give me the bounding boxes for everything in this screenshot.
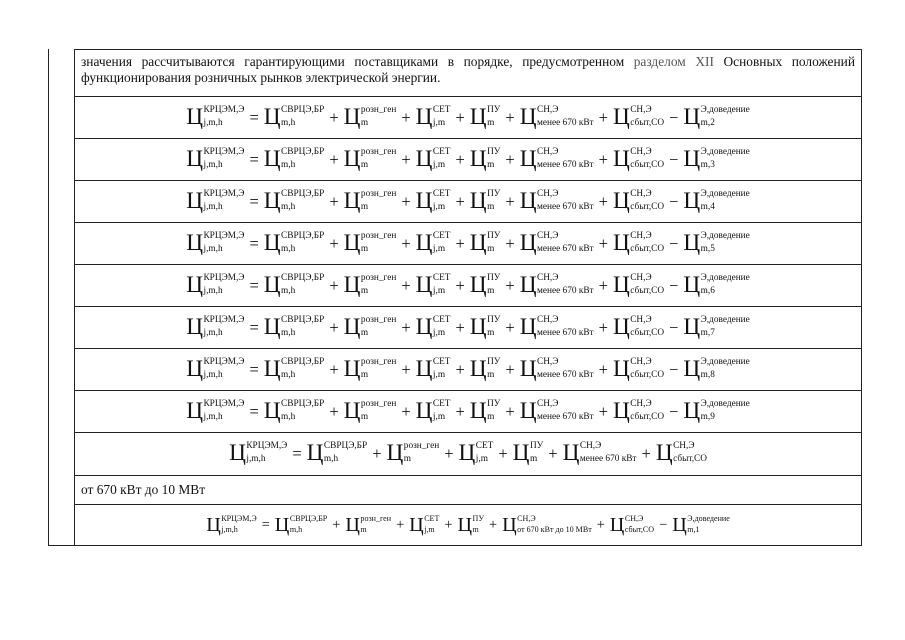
formula-term-6: Ц СН,Э сбыт,СО <box>612 355 665 382</box>
intro-text: значения рассчитываются гарантирующими поставщиками в порядке, предусмотренном <box>81 54 634 69</box>
formula-row-last <box>75 505 862 546</box>
formula-term-5: Ц СН,Э менее 670 кВт <box>519 313 594 340</box>
formula-row <box>75 391 862 433</box>
formula-term-5: Ц СН,Э менее 670 кВт <box>519 271 594 298</box>
formula-term-2: Ц розн_ген m <box>343 313 397 340</box>
formula-term-4: Ц ПУ m <box>469 271 501 298</box>
formula-term-6: Ц СН,Э сбыт,СО <box>609 513 655 536</box>
formula-term-3: Ц СЕТ j,m <box>415 103 451 130</box>
formula-term-6: Ц СН,Э сбыт,СО <box>612 229 665 256</box>
formula: Ц КРЦЭМ,Э j,m,h = Ц СВРЦЭ,БР m,h + Ц розн_ген m + Ц СЕТ j,m + Ц ПУ m + Ц СН,Э от 670 кВт до 10 МВт + Ц СН,Э сбыт,СО − Ц Э,доведение m,1 <box>206 513 730 536</box>
formula-term-7: Ц Э,доведение m,6 <box>683 271 750 298</box>
formula-term-1: Ц СВРЦЭ,БР m,h <box>263 397 325 424</box>
formula-term-lhs: Ц КРЦЭМ,Э j,m,h <box>186 397 245 424</box>
formula-term-1: Ц СВРЦЭ,БР m,h <box>263 271 325 298</box>
formula: Ц КРЦЭМ,Э j,m,h = Ц СВРЦЭ,БР m,h + Ц розн_ген m + Ц СЕТ j,m + Ц ПУ m + Ц СН,Э менее 670 кВт + Ц СН,Э сбыт,СО − Ц Э,доведение m,8 <box>186 355 750 382</box>
formula-term-lhs: Ц КРЦЭМ,Э j,m,h <box>186 229 245 256</box>
formula-term-7: Ц Э,доведение m,8 <box>683 355 750 382</box>
formula-term-7: Ц Э,доведение m,1 <box>672 513 730 536</box>
formula-term-4: Ц ПУ m <box>469 355 501 382</box>
formula-term-6: Ц СН,Э сбыт,СО <box>612 397 665 424</box>
formula: Ц КРЦЭМ,Э j,m,h = Ц СВРЦЭ,БР m,h + Ц розн_ген m + Ц СЕТ j,m + Ц ПУ m + Ц СН,Э менее 670 кВт + Ц СН,Э сбыт,СО − Ц Э,доведение m,7 <box>186 313 750 340</box>
formula-term-lhs: Ц КРЦЭМ,Э j,m,h <box>186 313 245 340</box>
formula-term-2: Ц розн_ген m <box>343 229 397 256</box>
formula-term-2: Ц розн_ген m <box>343 355 397 382</box>
formula-term-6: Ц СН,Э сбыт,СО <box>655 440 707 467</box>
formula-term-7: Ц Э,доведение m,9 <box>683 397 750 424</box>
formula-term-3: Ц СЕТ j,m <box>415 271 451 298</box>
formula-term-4: Ц ПУ m <box>469 187 501 214</box>
formula-term-5: Ц СН,Э менее 670 кВт <box>519 103 594 130</box>
formula-row <box>75 265 862 307</box>
formula-term-5: Ц СН,Э менее 670 кВт <box>562 440 637 467</box>
formula-term-2: Ц розн_ген m <box>343 145 397 172</box>
intro-text-row <box>75 49 862 97</box>
formula-term-2: Ц розн_ген m <box>343 397 397 424</box>
formula-term-2: Ц розн_ген m <box>343 271 397 298</box>
formula-term-1: Ц СВРЦЭ,БР m,h <box>263 355 325 382</box>
formula-term-4: Ц ПУ m <box>469 145 501 172</box>
formula-term-3: Ц СЕТ j,m <box>415 313 451 340</box>
formula-row-no-delivery <box>75 433 862 476</box>
formula-term-6: Ц СН,Э сбыт,СО <box>612 271 665 298</box>
formula-term-6: Ц СН,Э сбыт,СО <box>612 103 665 130</box>
formula-term-6: Ц СН,Э сбыт,СО <box>612 187 665 214</box>
formula-term-6: Ц СН,Э сбыт,СО <box>612 145 665 172</box>
formula-term-5: Ц СН,Э от 670 кВт до 10 МВт <box>502 513 592 536</box>
formula-term-3: Ц СЕТ j,m <box>409 513 440 536</box>
formula-term-2: Ц розн_ген m <box>386 440 440 467</box>
formula-term-4: Ц ПУ m <box>469 103 501 130</box>
formula-term-5: Ц СН,Э менее 670 кВт <box>519 187 594 214</box>
formula-term-lhs: Ц КРЦЭМ,Э j,m,h <box>186 187 245 214</box>
formula: Ц КРЦЭМ,Э j,m,h = Ц СВРЦЭ,БР m,h + Ц розн_ген m + Ц СЕТ j,m + Ц ПУ m + Ц СН,Э менее 670 кВт + Ц СН,Э сбыт,СО <box>229 440 707 467</box>
formula-term-lhs: Ц КРЦЭМ,Э j,m,h <box>186 145 245 172</box>
formula-term-3: Ц СЕТ j,m <box>415 397 451 424</box>
formula-term-1: Ц СВРЦЭ,БР m,h <box>263 145 325 172</box>
formula: Ц КРЦЭМ,Э j,m,h = Ц СВРЦЭ,БР m,h + Ц розн_ген m + Ц СЕТ j,m + Ц ПУ m + Ц СН,Э менее 670 кВт + Ц СН,Э сбыт,СО − Ц Э,доведение m,4 <box>186 187 750 214</box>
formula-term-5: Ц СН,Э менее 670 кВт <box>519 397 594 424</box>
formula-row <box>75 97 862 139</box>
section-label: от 670 кВт до 10 МВт <box>81 482 206 497</box>
formula-term-lhs: Ц КРЦЭМ,Э j,m,h <box>186 355 245 382</box>
formula-term-4: Ц ПУ m <box>469 229 501 256</box>
formula-term-6: Ц СН,Э сбыт,СО <box>612 313 665 340</box>
formula: Ц КРЦЭМ,Э j,m,h = Ц СВРЦЭ,БР m,h + Ц розн_ген m + Ц СЕТ j,m + Ц ПУ m + Ц СН,Э менее 670 кВт + Ц СН,Э сбыт,СО − Ц Э,доведение m,3 <box>186 145 750 172</box>
formula-term-lhs: Ц КРЦЭМ,Э j,m,h <box>229 440 288 467</box>
formula-term-3: Ц СЕТ j,m <box>415 229 451 256</box>
formula-term-1: Ц СВРЦЭ,БР m,h <box>263 103 325 130</box>
formula-row <box>75 307 862 349</box>
formula-term-3: Ц СЕТ j,m <box>415 187 451 214</box>
formula: Ц КРЦЭМ,Э j,m,h = Ц СВРЦЭ,БР m,h + Ц розн_ген m + Ц СЕТ j,m + Ц ПУ m + Ц СН,Э менее 670 кВт + Ц СН,Э сбыт,СО − Ц Э,доведение m,5 <box>186 229 750 256</box>
formula-row <box>75 181 862 223</box>
formula-term-1: Ц СВРЦЭ,БР m,h <box>306 440 368 467</box>
formula-term-lhs: Ц КРЦЭМ,Э j,m,h <box>206 513 257 536</box>
formula-term-2: Ц розн_ген m <box>345 513 392 536</box>
formula-term-3: Ц СЕТ j,m <box>458 440 494 467</box>
formula-row <box>75 139 862 181</box>
formula-term-2: Ц розн_ген m <box>343 103 397 130</box>
formula-term-4: Ц ПУ m <box>469 313 501 340</box>
formula-term-5: Ц СН,Э менее 670 кВт <box>519 145 594 172</box>
section-label-row <box>75 476 862 505</box>
formula-term-1: Ц СВРЦЭ,БР m,h <box>263 187 325 214</box>
formula-row <box>75 223 862 265</box>
intro-text-end: Основных положений функционирования розничных рынков электрической энергии. <box>81 54 855 85</box>
formula-term-lhs: Ц КРЦЭМ,Э j,m,h <box>186 271 245 298</box>
formula-term-3: Ц СЕТ j,m <box>415 145 451 172</box>
formula: Ц КРЦЭМ,Э j,m,h = Ц СВРЦЭ,БР m,h + Ц розн_ген m + Ц СЕТ j,m + Ц ПУ m + Ц СН,Э менее 670 кВт + Ц СН,Э сбыт,СО − Ц Э,доведение m,9 <box>186 397 750 424</box>
formula: Ц КРЦЭМ,Э j,m,h = Ц СВРЦЭ,БР m,h + Ц розн_ген m + Ц СЕТ j,m + Ц ПУ m + Ц СН,Э менее 670 кВт + Ц СН,Э сбыт,СО − Ц Э,доведение m,6 <box>186 271 750 298</box>
formula-term-2: Ц розн_ген m <box>343 187 397 214</box>
formula-term-7: Ц Э,доведение m,3 <box>683 145 750 172</box>
formula-term-7: Ц Э,доведение m,2 <box>683 103 750 130</box>
formula-term-1: Ц СВРЦЭ,БР m,h <box>274 513 328 536</box>
formula-term-5: Ц СН,Э менее 670 кВт <box>519 229 594 256</box>
formula-term-1: Ц СВРЦЭ,БР m,h <box>263 229 325 256</box>
formula-term-1: Ц СВРЦЭ,БР m,h <box>263 313 325 340</box>
formula-term-5: Ц СН,Э менее 670 кВт <box>519 355 594 382</box>
section-xii-link[interactable]: разделом XII <box>633 54 714 69</box>
formula-term-lhs: Ц КРЦЭМ,Э j,m,h <box>186 103 245 130</box>
formula-term-4: Ц ПУ m <box>469 397 501 424</box>
formula-term-7: Ц Э,доведение m,4 <box>683 187 750 214</box>
formula-term-7: Ц Э,доведение m,7 <box>683 313 750 340</box>
formula-term-4: Ц ПУ m <box>457 513 485 536</box>
formula: Ц КРЦЭМ,Э j,m,h = Ц СВРЦЭ,БР m,h + Ц розн_ген m + Ц СЕТ j,m + Ц ПУ m + Ц СН,Э менее 670 кВт + Ц СН,Э сбыт,СО − Ц Э,доведение m,2 <box>186 103 750 130</box>
table-left-column <box>48 49 75 546</box>
formula-term-4: Ц ПУ m <box>512 440 544 467</box>
formula-row <box>75 349 862 391</box>
formula-term-3: Ц СЕТ j,m <box>415 355 451 382</box>
formula-term-7: Ц Э,доведение m,5 <box>683 229 750 256</box>
